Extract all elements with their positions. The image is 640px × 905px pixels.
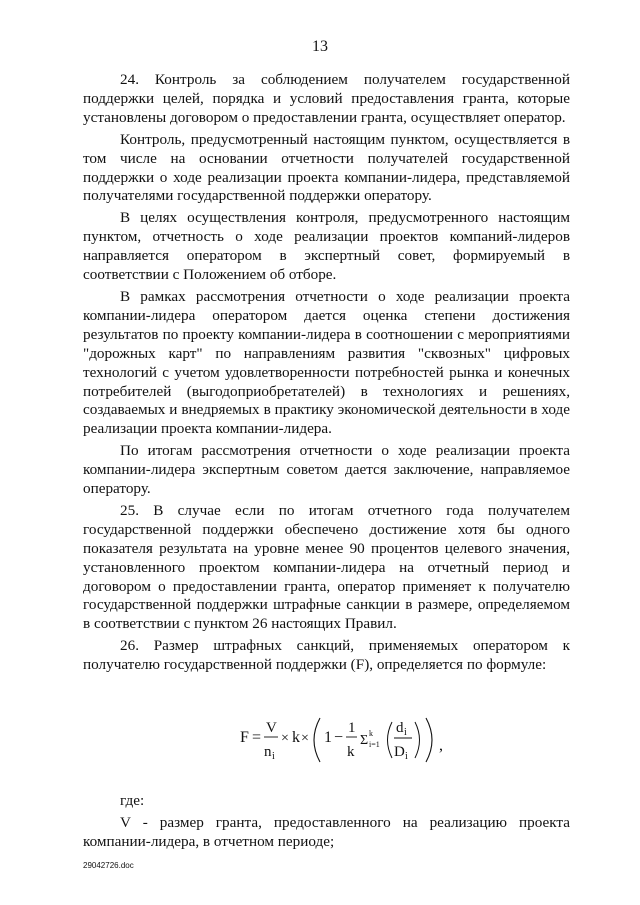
- formula-D: D: [394, 744, 405, 760]
- formula-times-1: ×: [281, 731, 289, 746]
- formula-n: n: [264, 744, 272, 760]
- page-number: 13: [312, 38, 328, 55]
- formula-k: k: [292, 729, 300, 746]
- paragraph-assessment: В рамках рассмотрения отчетности о ходе реализации проекта компании-лидера оператором дается оценка степени достижения результатов по проекту компании-лидера в соотношении с мероприятиями "дорожных карт" по направлениям развития "сквозных" цифровых технологий с учетом удовлетворенности потребностей рынка и конечных потребителей (выгодоприобретателей) в технологиях и решениях, создаваемых и внедряемых в практику экономической деятельности в ходе реализации проекта компании-лидера.: [83, 287, 570, 438]
- formula-d: d: [396, 720, 404, 736]
- formula-v: V: [266, 720, 277, 736]
- formula-frac-k: k: [347, 744, 355, 760]
- paragraph-control-purpose: В целях осуществления контроля, предусмотренного настоящим пунктом, отчетность о ходе реализации проектов компаний-лидеров направляется оператором в экспертный совет, формируемый в соответствии с Положением об отборе.: [83, 209, 570, 284]
- formula-left-paren: [314, 718, 320, 762]
- definitions-block: [83, 792, 570, 855]
- formula-right-paren: [426, 718, 432, 762]
- document-id: 29042726.doc: [83, 861, 134, 870]
- formula-one: 1: [324, 729, 332, 746]
- formula-trailing-comma: ,: [439, 737, 443, 754]
- formula-frac-one: 1: [348, 720, 356, 736]
- formula-d-sub: i: [404, 727, 407, 738]
- paragraph-24: 24. Контроль за соблюдением получателем государственной поддержки целей, порядка и условий предоставления гранта, которые установлены договором о предоставлении гранта, осуществляет оператор.: [83, 71, 570, 126]
- formula-inner-left-paren: [388, 722, 393, 758]
- definition-v: V - размер гранта, предоставленного на реализацию проекта компании-лидера, в отчетном периоде;: [83, 813, 570, 850]
- formula-n-sub: i: [272, 751, 275, 762]
- penalty-formula: [240, 710, 480, 770]
- formula-D-sub: i: [405, 751, 408, 762]
- formula-sum: Σ: [360, 733, 369, 748]
- formula-sum-upper: k: [369, 729, 373, 738]
- paragraph-control-basis: Контроль, предусмотренный настоящим пунктом, осуществляется в том числе на основании отчетности получателей государственной поддержки о ходе реализации проекта компании-лидера, представляемой получателями государственной поддержки оператору.: [83, 130, 570, 205]
- paragraph-26: 26. Размер штрафных санкций, применяемых оператором к получателю государственной поддержки (F), определяется по формуле:: [83, 637, 570, 674]
- formula-lhs: F: [240, 729, 249, 746]
- where-label: где:: [120, 792, 145, 809]
- formula-eq: =: [252, 729, 262, 746]
- formula-minus: −: [334, 729, 344, 746]
- body-text: [83, 71, 570, 678]
- paragraph-25: 25. В случае если по итогам отчетного года получателем государственной поддержки обеспечено достижение хотя бы одного показателя результата на уровне менее 90 процентов целевого значения, установленного проектом компании-лидера на отчетный период и договором о предоставлении гранта, оператор применяет к получателю государственной поддержки штрафные санкции в размере, определяемом в соответствии с пунктом 26 настоящих Правил.: [83, 501, 570, 633]
- formula-inner-right-paren: [415, 722, 420, 758]
- formula-times-2: ×: [301, 731, 309, 746]
- paragraph-conclusion: По итогам рассмотрения отчетности о ходе реализации проекта компании-лидера экспертным советом дается заключение, направляемое оператору.: [83, 442, 570, 498]
- formula-sum-lower: i=1: [369, 740, 380, 749]
